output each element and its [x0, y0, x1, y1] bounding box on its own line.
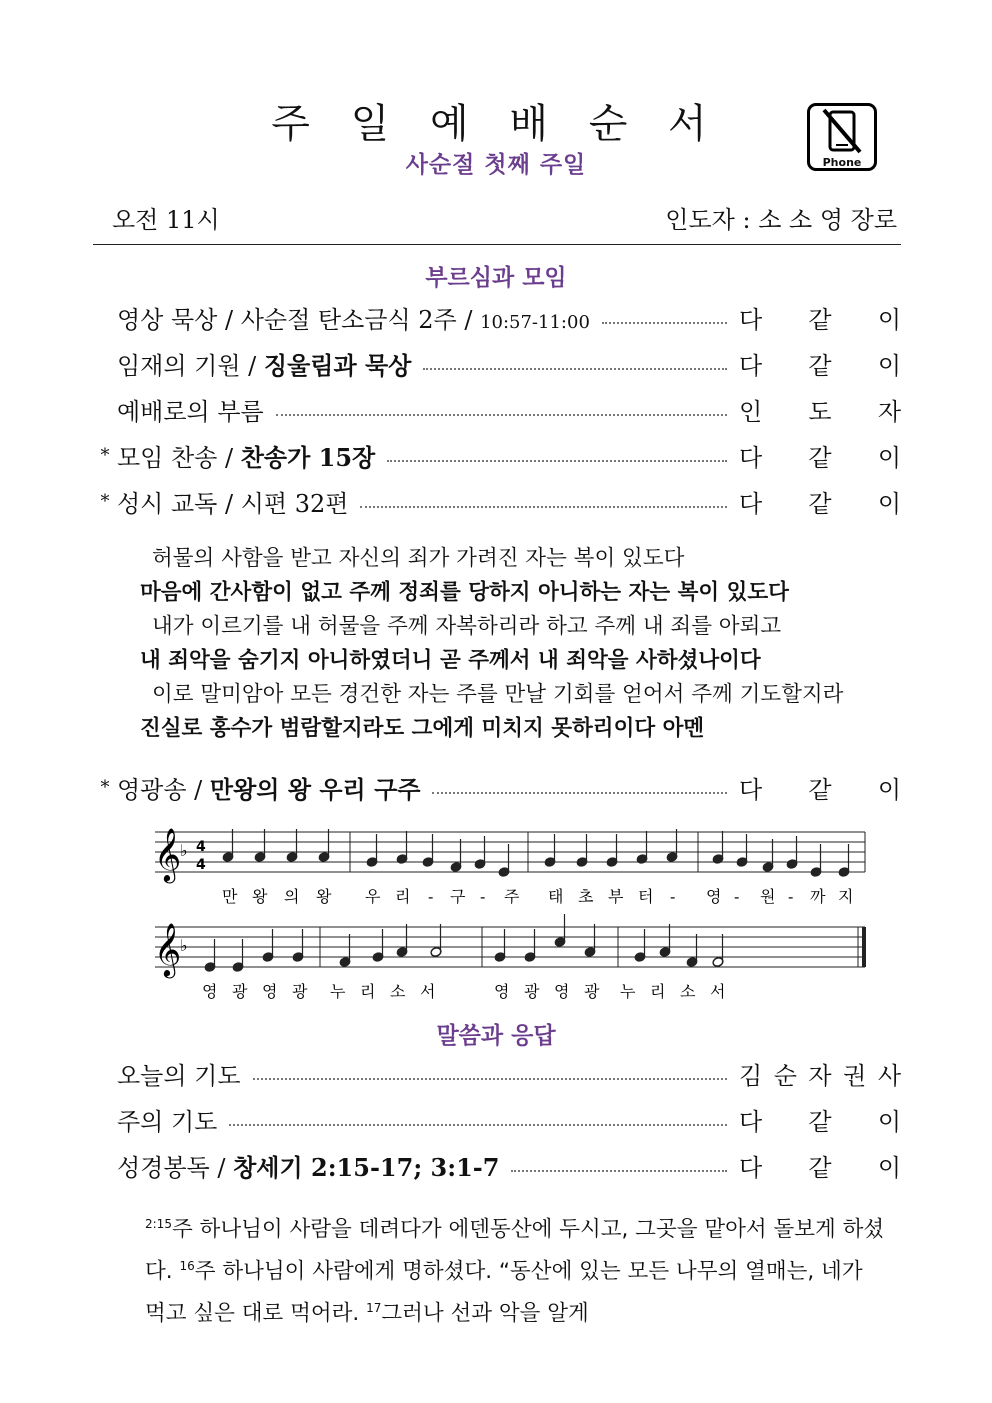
- lyric-syllable: -: [428, 887, 434, 906]
- lyric-syllable: 터: [638, 887, 654, 906]
- lyric-syllable: 영: [706, 887, 722, 906]
- leader-dots: [276, 414, 727, 416]
- row-label: 영광송 /: [117, 775, 210, 804]
- order-row: [93, 1102, 901, 1136]
- page-title: 주 일 예 배 순 서: [271, 101, 721, 147]
- row-responsible: 다 같 이: [739, 775, 901, 804]
- flat-icon: ♭: [180, 936, 188, 955]
- phone-label: Phone: [822, 156, 862, 169]
- lyric-syllable: 왕: [316, 887, 332, 906]
- final-barline: [862, 927, 866, 967]
- lyric-syllable: 우: [365, 887, 381, 906]
- leader-dots: [229, 1124, 727, 1126]
- order-row-gloria: [93, 770, 901, 804]
- verse-text: 주 하나님이 사람을 데려다가 에덴동산에 두시고, 그곳을 맡아서 돌보게 하셨다.: [145, 1217, 885, 1284]
- leader-dots: [511, 1170, 727, 1172]
- psalm-leader-line: 내가 이르기를 내 허물을 주께 자복하리라 하고 주께 내 죄를 아뢰고: [152, 614, 782, 639]
- flat-icon: ♭: [180, 841, 188, 860]
- order-row: [93, 300, 901, 334]
- order-row: [93, 1056, 901, 1090]
- time-signature-top: 4: [196, 839, 206, 855]
- row-label: 성경봉독 /: [117, 1153, 234, 1182]
- row-label: 성시 교독 / 시편 32편: [117, 489, 349, 518]
- row-label: 주의 기도: [117, 1107, 218, 1136]
- row-label: 예배로의 부름: [117, 397, 264, 426]
- verse-number: 17: [366, 1301, 382, 1315]
- service-time: 오전 11시: [112, 206, 220, 234]
- row-bold-label: 만왕의 왕 우리 구주: [209, 774, 421, 804]
- lyric-syllable: -: [788, 887, 794, 906]
- lyric-syllable: 영: [202, 982, 218, 1001]
- row-responsible: 다 같 이: [739, 351, 901, 380]
- row-label: 오늘의 기도: [117, 1061, 241, 1090]
- lyric-syllable: 서: [420, 982, 436, 1001]
- lyric-syllable: 광: [584, 982, 600, 1001]
- scripture-text: [145, 1206, 885, 1332]
- order-row: [93, 438, 901, 472]
- standing-mark: *: [100, 776, 110, 798]
- lyric-syllable: 왕: [252, 887, 268, 906]
- header-divider: [93, 244, 901, 245]
- psalm-response-line: 내 죄악을 숨기지 아니하였더니 곧 주께서 내 죄악을 사하셨나이다: [140, 648, 761, 673]
- lyric-syllable: 영: [262, 982, 278, 1001]
- section-title-word: 말씀과 응답: [436, 1023, 556, 1049]
- lyric-syllable: -: [734, 887, 740, 906]
- lyric-syllable: 영: [554, 982, 570, 1001]
- lyric-syllable: 소: [680, 982, 696, 1001]
- psalm-leader-line: 허물의 사함을 받고 자신의 죄가 가려진 자는 복이 있도다: [152, 546, 685, 571]
- order-row: [93, 1148, 901, 1182]
- lyric-syllable: 까: [810, 887, 826, 906]
- lyric-syllable: 영: [494, 982, 510, 1001]
- lyric-syllable: 만: [222, 887, 238, 906]
- row-bold-label: 찬송가 15장: [240, 442, 376, 472]
- leader-dots: [360, 506, 727, 508]
- lyric-syllable: 광: [292, 982, 308, 1001]
- lyric-syllable: 구: [450, 887, 466, 906]
- row-time: 10:57-11:00: [480, 311, 590, 333]
- row-label: 모임 찬송 /: [117, 443, 241, 472]
- psalm-leader-line: 이로 말미암아 모든 경건한 자는 주를 만날 기회를 얻어서 주께 기도할지라: [152, 682, 844, 707]
- lyric-syllable: 리: [650, 982, 666, 1001]
- lyric-syllable: 의: [284, 887, 300, 906]
- psalm-reading: [140, 542, 900, 746]
- lyric-syllable: 광: [524, 982, 540, 1001]
- lyric-syllable: -: [480, 887, 486, 906]
- music-score: [150, 822, 870, 1002]
- service-leader: 인도자 : 소 소 영 장로: [665, 206, 897, 234]
- lyric-syllable: 서: [710, 982, 726, 1001]
- row-bold-label: 징울림과 묵상: [263, 350, 412, 380]
- leader-dots: [387, 460, 727, 462]
- verse-number: 16: [179, 1259, 195, 1273]
- lyric-syllable: 태: [548, 887, 564, 906]
- page-subtitle: 사순절 첫째 주일: [405, 152, 587, 178]
- standing-mark: *: [100, 444, 110, 466]
- row-responsible: 다 같 이: [739, 305, 901, 334]
- row-responsible: 다 같 이: [739, 489, 901, 518]
- row-label: 임재의 기원 /: [117, 351, 264, 380]
- leader-dots: [432, 792, 727, 794]
- lyric-syllable: 누: [620, 982, 636, 1001]
- leader-dots: [423, 368, 727, 370]
- verse-text: 주 하나님이 사람에게 명하셨다. “동산에 있는 모든 나무의 열매는, 네가 먹고 싶은 대로 먹어라.: [145, 1259, 863, 1326]
- leader-dots: [602, 322, 727, 324]
- row-responsible: 다 같 이: [739, 1153, 901, 1182]
- lyric-syllable: -: [670, 887, 676, 906]
- lyric-syllable: 지: [838, 887, 854, 906]
- lyric-syllable: 광: [232, 982, 248, 1001]
- row-responsible: 인 도 자: [739, 397, 901, 426]
- order-row: [93, 346, 901, 380]
- standing-mark: *: [100, 490, 110, 512]
- order-row: [93, 392, 901, 426]
- verse-number: 2:15: [145, 1217, 172, 1231]
- time-signature-bottom: 4: [196, 857, 206, 873]
- treble-clef-icon: 𝄞: [154, 827, 182, 881]
- row-label: 영상 묵상 / 사순절 탄소금식 2주 /: [117, 305, 481, 334]
- lyric-syllable: 초: [578, 887, 594, 906]
- psalm-response-line: 마음에 간사함이 없고 주께 정죄를 당하지 아니하는 자는 복이 있도다: [140, 580, 789, 605]
- row-responsible: 다 같 이: [739, 443, 901, 472]
- leader-dots: [253, 1078, 727, 1080]
- verse-text: 그러나 선과 악을 알게: [381, 1301, 589, 1326]
- lyric-syllable: 주: [504, 887, 520, 906]
- lyric-syllable: 원: [760, 887, 776, 906]
- treble-clef-icon: 𝄞: [154, 922, 182, 976]
- lyric-syllable: 부: [608, 887, 624, 906]
- lyric-syllable: 소: [390, 982, 406, 1001]
- row-responsible: 다 같 이: [739, 1107, 901, 1136]
- section-title-gathering: 부르심과 모임: [425, 265, 567, 291]
- lyric-syllable: 누: [330, 982, 346, 1001]
- order-row: [93, 484, 901, 518]
- row-bold-label: 창세기 2:15-17; 3:1-7: [233, 1152, 500, 1182]
- lyric-syllable: 리: [360, 982, 376, 1001]
- psalm-response-line: 진실로 홍수가 범람할지라도 그에게 미치지 못하리이다 아멘: [140, 716, 705, 741]
- row-responsible: 김 순 자 권 사: [739, 1061, 901, 1090]
- lyric-syllable: 리: [395, 887, 411, 906]
